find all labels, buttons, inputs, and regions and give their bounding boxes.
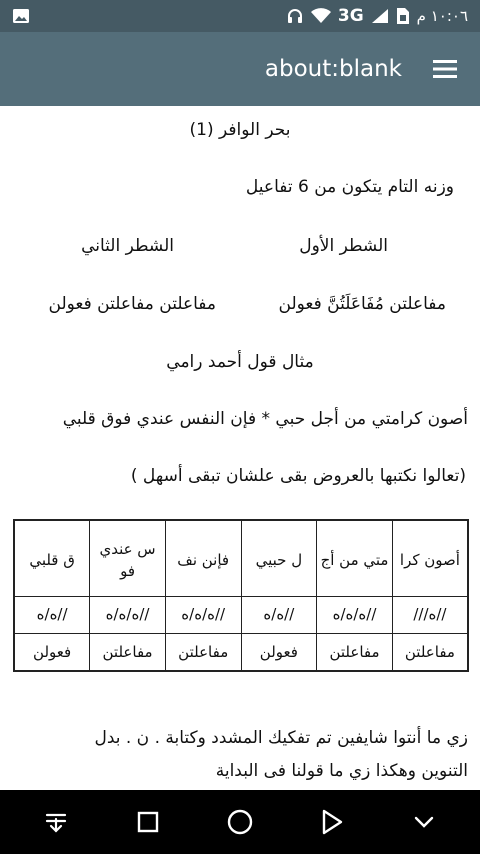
intro-text: وزنه التام يتكون من 6 تفاعيل xyxy=(245,177,454,197)
table-cell: فإنن نف xyxy=(165,520,241,596)
paragraph-line-1: زي ما أنتوا شايفين تم تفكيك المشدد وكتابة . ن . بدل xyxy=(94,728,468,748)
wifi-icon xyxy=(311,8,331,24)
table-cell: مفاعلتن xyxy=(317,633,393,671)
status-icons-group xyxy=(12,8,30,24)
table-cell: //ه/ه/ه xyxy=(317,596,393,633)
app-bar xyxy=(0,32,480,106)
verse-text: أصون كرامتي من أجل حبي * فإن النفس عندي فوق قلبي xyxy=(62,409,468,429)
table-cell: //ه/ه xyxy=(14,596,90,633)
sim-icon xyxy=(396,7,410,25)
table-cell: متي من أج xyxy=(317,520,393,596)
paragraph-line-2: التنوين وهكذا زي ما قولنا فى البداية xyxy=(215,761,468,781)
note-text: (تعالوا نكتبها بالعروض بقى علشان تبقى أسهل ) xyxy=(130,466,466,486)
second-hemistich-label: الشطر الثاني xyxy=(81,236,174,256)
table-cell: فعولن xyxy=(241,633,317,671)
table-cell: س عندي فو xyxy=(90,520,166,596)
second-hemistich-meter: مفاعلتن مفاعلتن فعولن xyxy=(48,294,216,314)
web-content[interactable] xyxy=(0,106,480,790)
back-triangle-icon[interactable] xyxy=(312,802,352,842)
status-bar xyxy=(0,0,480,32)
example-title: مثال قول أحمد رامي xyxy=(166,352,314,372)
hamburger-menu-icon[interactable] xyxy=(432,59,458,79)
navigation-bar xyxy=(0,790,480,854)
network-type: 3G xyxy=(337,6,364,26)
table-cell: مفاعلتن xyxy=(392,633,468,671)
table-cell: أصون كرا xyxy=(392,520,468,596)
table-cell: //ه/ه/ه xyxy=(90,596,166,633)
table-cell: مفاعلتن xyxy=(90,633,166,671)
home-circle-icon[interactable] xyxy=(220,802,260,842)
table-row xyxy=(14,596,468,633)
download-icon[interactable] xyxy=(36,802,76,842)
chevron-down-icon[interactable] xyxy=(404,802,444,842)
table-cell: //ه/ه xyxy=(241,596,317,633)
document-heading: بحر الوافر (1) xyxy=(189,120,291,140)
status-right-group xyxy=(286,6,468,26)
table-row xyxy=(14,633,468,671)
headphones-icon xyxy=(286,7,304,25)
meter-table xyxy=(13,519,469,672)
table-cell: //ه/ه/ه xyxy=(165,596,241,633)
signal-icon xyxy=(371,8,389,24)
clock: ١٠:٠٦ م xyxy=(416,7,468,25)
table-row xyxy=(14,520,468,596)
table-cell: مفاعلتن xyxy=(165,633,241,671)
table-cell: ل حبيي xyxy=(241,520,317,596)
first-hemistich-meter: مفاعلتن مُفَاعَلَتُنَّ فعولن xyxy=(278,294,446,314)
recents-square-icon[interactable] xyxy=(128,802,168,842)
table-cell: ق قلبي xyxy=(14,520,90,596)
first-hemistich-label: الشطر الأول xyxy=(299,236,388,256)
table-cell: //ه/// xyxy=(392,596,468,633)
table-cell: فعولن xyxy=(14,633,90,671)
image-notification-icon xyxy=(12,8,30,24)
page-title[interactable]: about:blank xyxy=(264,56,402,82)
